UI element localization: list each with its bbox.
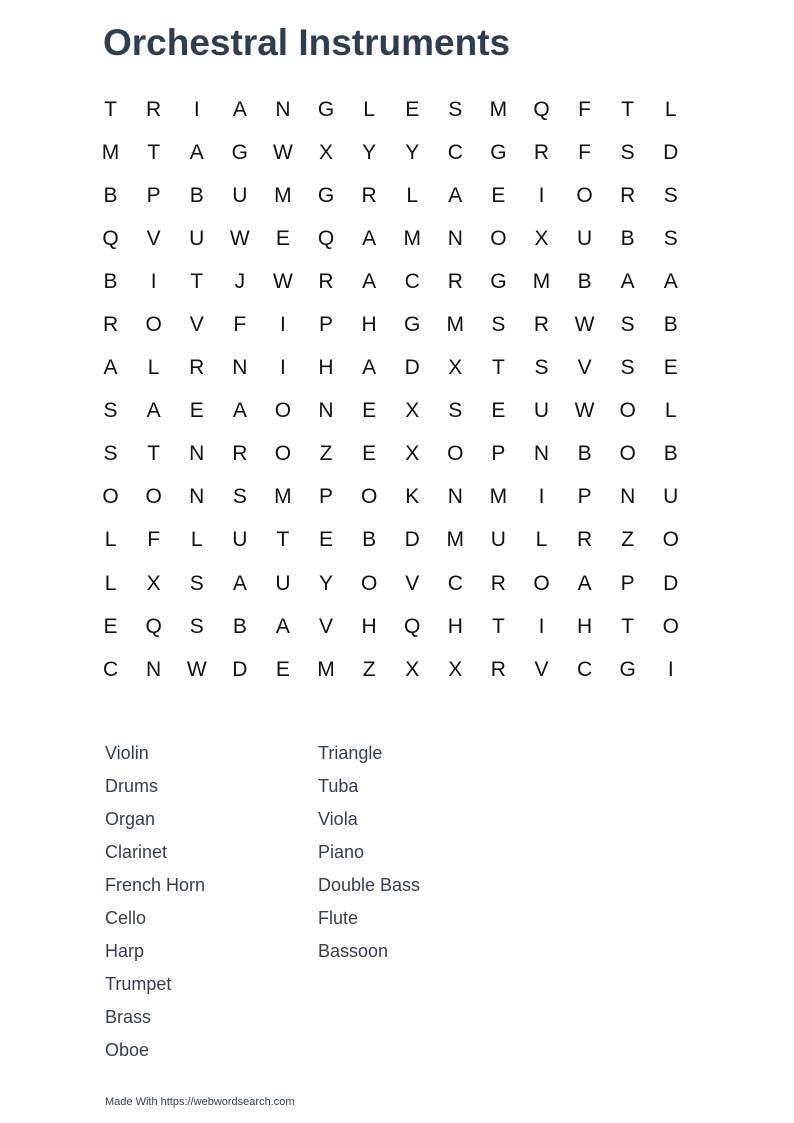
grid-letter: B (577, 269, 592, 293)
grid-letter: R (189, 356, 205, 380)
grid-letter: G (317, 97, 335, 121)
word-list-item: Triangle (318, 743, 383, 763)
word-list-item: Flute (318, 908, 359, 928)
grid-letter: A (577, 571, 592, 595)
grid-letter: P (319, 485, 334, 509)
word-list-column-2 (318, 737, 420, 1067)
word-list-item: Violin (105, 743, 149, 763)
grid-letter: G (404, 313, 421, 337)
grid-row (89, 131, 692, 174)
grid-letter: A (620, 269, 635, 293)
grid-letter: V (146, 226, 161, 250)
page-title: Orchestral Instruments (103, 22, 511, 63)
grid-letter: A (362, 226, 377, 250)
grid-letter: L (406, 183, 419, 207)
grid-letter: I (667, 657, 674, 681)
grid-letter: B (577, 442, 592, 466)
grid-letter: W (574, 313, 595, 337)
grid-letter: N (318, 399, 334, 423)
grid-letter: R (576, 528, 593, 552)
grid-letter: O (145, 313, 162, 337)
grid-letter: V (319, 614, 334, 638)
grid-letter: U (663, 485, 679, 509)
grid-letter: S (663, 226, 678, 250)
grid-letter: L (535, 528, 548, 552)
grid-letter: P (577, 485, 592, 509)
grid-row (89, 303, 692, 346)
grid-letter: X (405, 657, 420, 681)
grid-letter: S (448, 97, 463, 121)
grid-letter: R (318, 269, 334, 293)
grid-letter: N (533, 442, 550, 466)
grid-letter: O (274, 399, 292, 423)
grid-letter: Q (317, 226, 335, 250)
grid-letter: R (533, 313, 550, 337)
grid-letter: A (362, 356, 377, 380)
grid-letter: W (273, 140, 293, 164)
grid-letter: N (146, 657, 162, 681)
grid-letter: G (490, 269, 507, 293)
footer-credit: Made With https://webwordsearch.com (105, 1096, 295, 1108)
grid-letter: Y (405, 140, 420, 164)
grid-letter: E (189, 399, 204, 423)
grid-letter: U (275, 571, 291, 595)
grid-letter: R (361, 183, 377, 207)
grid-letter: H (361, 614, 377, 638)
grid-letter: M (101, 140, 120, 164)
word-list-item: Brass (105, 1007, 152, 1027)
grid-letter: O (662, 614, 679, 638)
grid-letter: U (533, 399, 550, 423)
grid-letter: V (405, 571, 420, 595)
grid-letter: I (193, 97, 200, 121)
word-list (105, 737, 420, 1067)
grid-letter: O (145, 485, 162, 509)
grid-row (89, 88, 692, 131)
grid-letter: O (619, 442, 636, 466)
grid-letter: U (189, 226, 205, 250)
grid-letter: S (534, 356, 549, 380)
grid-letter: M (317, 657, 335, 681)
grid-letter: E (362, 399, 377, 423)
grid-letter: I (538, 614, 545, 638)
grid-letter: W (273, 269, 293, 293)
grid-letter: A (448, 183, 463, 207)
grid-letter: T (147, 140, 161, 164)
grid-letter: R (102, 313, 119, 337)
grid-letter: E (663, 356, 678, 380)
grid-row (89, 476, 692, 519)
grid-letter: E (491, 399, 506, 423)
grid-row (89, 648, 692, 691)
grid-letter: H (318, 356, 334, 380)
grid-letter: H (361, 313, 377, 337)
grid-letter: I (150, 269, 157, 293)
grid-row (89, 605, 692, 648)
grid-letter: D (663, 140, 679, 164)
grid-row (89, 347, 692, 390)
grid-letter: S (189, 614, 204, 638)
grid-letter: C (447, 140, 463, 164)
grid-letter: F (578, 97, 591, 121)
grid-letter: F (578, 140, 591, 164)
grid-letter: I (280, 356, 286, 380)
grid-letter: X (405, 442, 420, 466)
grid-letter: W (229, 226, 250, 250)
grid-letter: B (189, 183, 204, 207)
grid-letter: L (363, 97, 375, 121)
word-list-item: Oboe (105, 1040, 150, 1060)
grid-letter: Y (362, 140, 377, 164)
grid-letter: R (146, 97, 162, 121)
grid-letter: E (491, 183, 506, 207)
word-list-item: Double Bass (318, 875, 421, 895)
grid-letter: S (620, 140, 635, 164)
grid-letter: Z (319, 442, 333, 466)
grid-letter: O (576, 183, 593, 207)
word-list-item: Clarinet (105, 842, 168, 862)
grid-letter: T (621, 614, 635, 638)
word-list-item: Drums (105, 776, 158, 796)
grid-letter: V (189, 313, 204, 337)
grid-letter: B (620, 226, 635, 250)
grid-letter: O (274, 442, 292, 466)
grid-letter: N (189, 442, 205, 466)
grid-letter: E (103, 614, 118, 638)
grid-letter: C (447, 571, 463, 595)
grid-letter: W (186, 657, 207, 681)
word-list-item: Trumpet (105, 974, 172, 994)
grid-letter: J (234, 269, 246, 293)
grid-letter: N (232, 356, 248, 380)
grid-letter: I (280, 313, 286, 337)
grid-letter: I (538, 485, 545, 509)
grid-row (89, 174, 692, 217)
grid-letter: Q (145, 614, 162, 638)
grid-letter: E (275, 226, 290, 250)
grid-letter: C (404, 269, 420, 293)
grid-letter: M (446, 528, 465, 552)
grid-letter: O (360, 571, 378, 595)
grid-letter: P (620, 571, 635, 595)
grid-letter: M (403, 226, 421, 250)
grid-letter: L (664, 399, 677, 423)
word-list-item: Harp (105, 941, 145, 961)
grid-letter: R (232, 442, 248, 466)
grid-letter: M (274, 485, 292, 509)
grid-letter: S (232, 485, 247, 509)
grid-letter: A (146, 399, 161, 423)
grid-letter: R (490, 657, 506, 681)
grid-letter: V (534, 657, 549, 681)
grid-letter: N (447, 226, 463, 250)
grid-letter: Q (533, 97, 550, 121)
grid-letter: K (405, 485, 420, 509)
grid-letter: E (405, 97, 420, 121)
grid-letter: N (275, 97, 291, 121)
grid-letter: L (104, 571, 117, 595)
grid-letter: T (276, 528, 290, 552)
grid-letter: M (274, 183, 292, 207)
grid-letter: P (146, 183, 161, 207)
grid-letter: T (104, 97, 117, 121)
grid-letter: U (232, 528, 248, 552)
grid-letter: O (447, 442, 464, 466)
grid-letter: T (491, 356, 505, 380)
grid-letter: C (102, 657, 119, 681)
grid-letter: R (533, 140, 550, 164)
grid-row (89, 433, 692, 476)
grid-letter: B (663, 442, 678, 466)
grid-letter: S (189, 571, 204, 595)
grid-letter: G (490, 140, 507, 164)
grid-letter: A (232, 399, 247, 423)
grid-letter: A (275, 614, 290, 638)
grid-letter: Y (319, 571, 334, 595)
grid-letter: M (489, 97, 508, 121)
grid-letter: N (189, 485, 205, 509)
grid-letter: L (104, 528, 117, 552)
grid-letter: X (319, 140, 334, 164)
grid-letter: X (448, 657, 463, 681)
grid-letter: T (621, 97, 635, 121)
grid-letter: S (448, 399, 463, 423)
grid-letter: A (189, 140, 204, 164)
grid-letter: L (147, 356, 160, 380)
grid-row (89, 519, 692, 562)
grid-row (89, 562, 692, 605)
grid-letter: U (490, 528, 506, 552)
grid-letter: Z (362, 657, 376, 681)
grid-letter: A (232, 97, 247, 121)
grid-letter: N (620, 485, 636, 509)
grid-letter: O (619, 399, 636, 423)
grid-letter: B (663, 313, 678, 337)
grid-letter: O (102, 485, 119, 509)
grid-letter: U (232, 183, 248, 207)
grid-letter: L (664, 97, 677, 121)
word-list-item: Organ (105, 809, 156, 829)
grid-row (89, 217, 692, 260)
grid-letter: S (103, 399, 118, 423)
grid-letter: H (447, 614, 463, 638)
grid-letter: B (103, 183, 118, 207)
grid-letter: T (147, 442, 161, 466)
grid-letter: X (146, 571, 161, 595)
grid-letter: A (103, 356, 118, 380)
grid-letter: V (577, 356, 592, 380)
grid-letter: O (662, 528, 679, 552)
grid-letter: S (620, 313, 635, 337)
grid-letter: E (362, 442, 377, 466)
grid-letter: R (447, 269, 463, 293)
grid-letter: D (663, 571, 679, 595)
grid-letter: S (103, 442, 118, 466)
word-list-item: Piano (318, 842, 365, 862)
grid-letter: A (362, 269, 377, 293)
grid-letter: O (490, 226, 507, 250)
grid-letter: W (574, 399, 595, 423)
grid-letter: L (190, 528, 203, 552)
grid-letter: M (489, 485, 508, 509)
grid-letter: D (404, 356, 420, 380)
grid-letter: S (491, 313, 506, 337)
grid-letter: S (620, 356, 635, 380)
letter-grid (89, 88, 692, 691)
grid-letter: R (490, 571, 506, 595)
grid-letter: E (319, 528, 334, 552)
grid-letter: B (103, 269, 118, 293)
grid-letter: O (533, 571, 550, 595)
word-list-item: Viola (318, 809, 358, 829)
grid-row (89, 260, 692, 303)
grid-letter: F (233, 313, 247, 337)
grid-letter: R (620, 183, 636, 207)
grid-letter: Z (621, 528, 635, 552)
grid-letter: G (231, 140, 248, 164)
grid-letter: X (448, 356, 463, 380)
grid-letter: T (491, 614, 505, 638)
grid-letter: T (190, 269, 204, 293)
grid-letter: G (317, 183, 335, 207)
grid-letter: F (147, 528, 161, 552)
word-list-item: French Horn (105, 875, 206, 895)
grid-letter: Q (102, 226, 119, 250)
grid-letter: A (663, 269, 678, 293)
grid-letter: P (491, 442, 506, 466)
grid-letter: S (663, 183, 678, 207)
grid-row (89, 390, 692, 433)
grid-letter: B (232, 614, 247, 638)
grid-letter: N (447, 485, 463, 509)
grid-letter: U (576, 226, 593, 250)
word-list-item: Bassoon (318, 941, 389, 961)
grid-letter: B (362, 528, 377, 552)
grid-letter: C (576, 657, 593, 681)
grid-letter: E (275, 657, 290, 681)
grid-letter: X (534, 226, 549, 250)
grid-letter: M (532, 269, 551, 293)
grid-letter: I (538, 183, 545, 207)
grid-letter: A (232, 571, 247, 595)
word-list-item: Cello (105, 908, 147, 928)
grid-letter: Q (404, 614, 421, 638)
grid-letter: H (576, 614, 593, 638)
grid-letter: O (360, 485, 378, 509)
grid-letter: X (405, 399, 420, 423)
word-list-column-1 (105, 737, 318, 1067)
grid-letter: P (319, 313, 334, 337)
grid-letter: D (232, 657, 248, 681)
grid-letter: G (619, 657, 636, 681)
grid-letter: M (446, 313, 465, 337)
grid-letter: D (404, 528, 420, 552)
word-list-item: Tuba (318, 776, 359, 796)
